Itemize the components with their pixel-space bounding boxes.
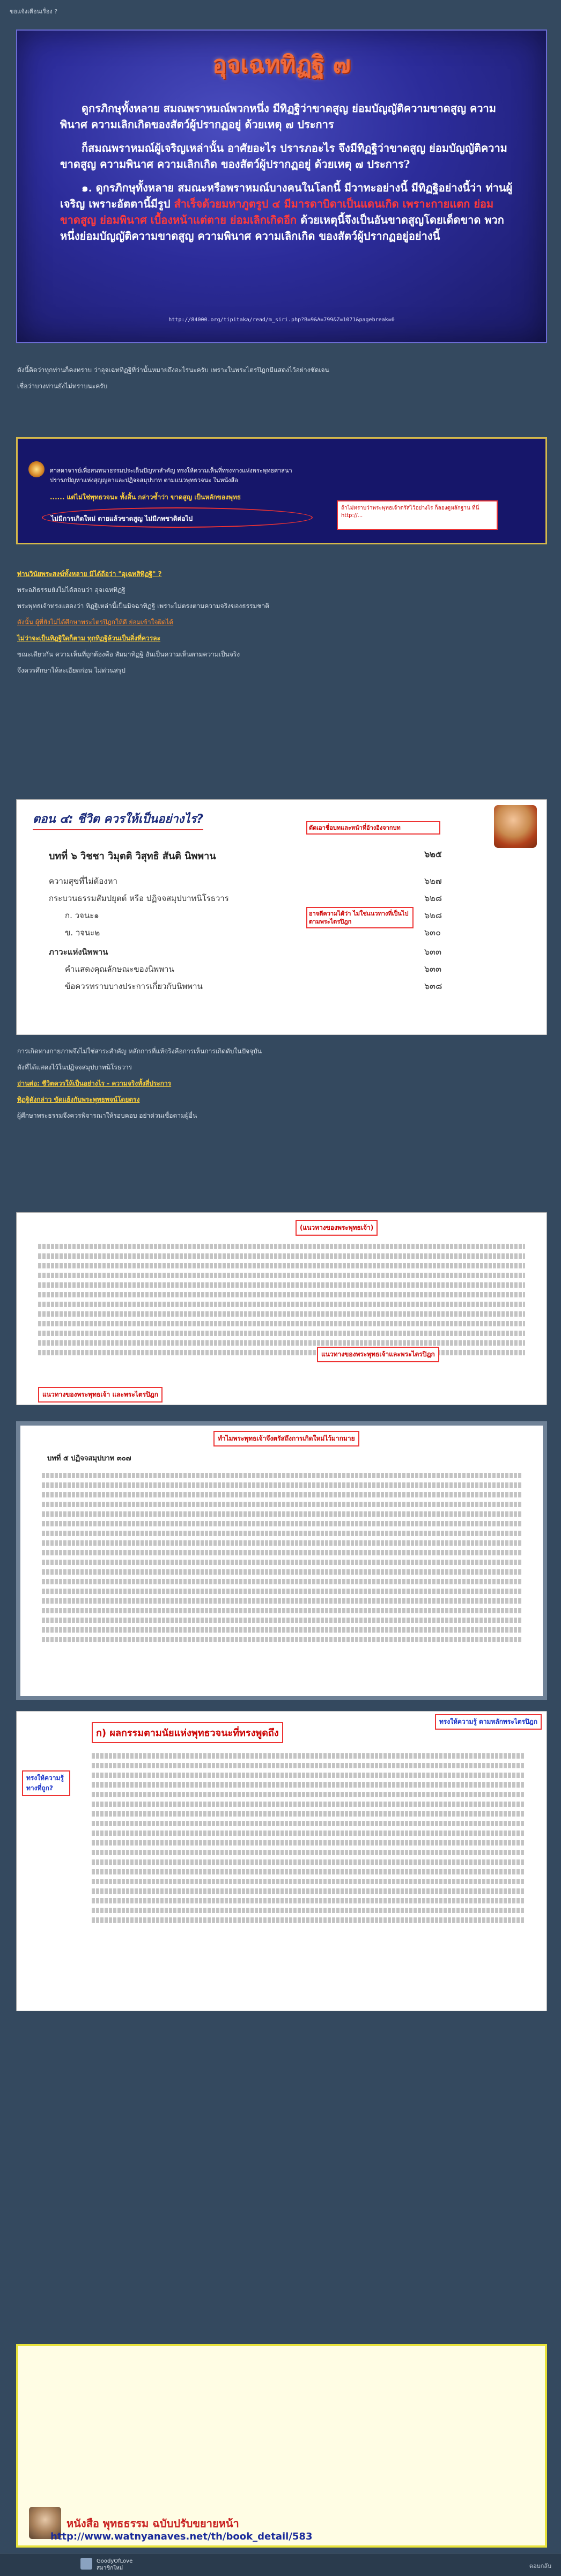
banner2-note: ถ้าไม่ทราบว่าพระพุทธเจ้าตรัสไว้อย่างไร ก็ลองดูหลักฐาน ที่นี่ http://... [337,500,498,530]
section2-b: พระอภิธรรมยังไม่ได้สอนว่า อุจเฉททิฏฐิ [17,586,126,594]
uccheda-banner [16,29,547,343]
doc-panel-1 [16,1212,547,1405]
book-header: ตอน ๔: ชีวิต ควรให้เป็นอย่างไร? [33,809,203,830]
section3-c[interactable]: อ่านต่อ: ชีวิตควรให้เป็นอย่างไร - ความจริงทั้งสี่ประการ [17,1080,172,1087]
monk-photo [494,805,537,848]
book-row-2: กระบวนธรรมสัมปยุตต์ หรือ ปฏิจจสมุปบาทนิโรธวาร [49,894,229,903]
book-row-4: ข. วจนะ๒ [65,928,100,938]
user-avatar-icon[interactable] [80,2558,92,2570]
reply-link[interactable]: ตอบกลับ [529,2563,551,2570]
book-annotation-2: อาจตีความได้ว่า ไม่ใช่แนวทางที่เป็นไปตามพระไตรปิฎก [306,907,414,928]
banner-p3-a: ๑. ดูกรภิกษุทั้งหลาย สมณะหรือพราหมณ์บางคนในโลกนี้ มีวาทะอย่างนี้ มีทิฏฐิอย่างนี้ว่า [82,181,482,194]
book-row-3: ก. วจนะ๑ [65,911,99,920]
user-info [97,2558,132,2572]
intro-text-1: ดังนี้คิดว่าทุกท่านก็คงทราบ ว่าอุจเฉททิฏฐิที่ว่านั้นหมายถึงอะไรนะครับ เพราะในพระไตรปิฎกมีแสดงไว้อย่างชัดเจน [17,366,329,374]
book-title: หนังสือ พุทธธรรม ฉบับปรับขยายหน้า [67,2517,239,2530]
doc3-quote: ก) ผลกรรมตามนัยแห่งพุทธวจนะที่ทรงพูดถึง [92,1722,283,1743]
section2-f: ขณะเดียวกัน ความเห็นที่ถูกต้องคือ สัมมาทิฏฐิ อันเป็นความเห็นตามความเป็นจริง [17,651,240,658]
flower-icon [28,461,45,477]
book-claim-banner [16,437,547,544]
book-link[interactable]: http://www.watnyanaves.net/th/book_detail/583 [50,2531,313,2542]
banner-paragraph-1: ดูกรภิกษุทั้งหลาย สมณพราหมณ์พวกหนึ่ง มีทิฏฐิว่าขาดสูญ ย่อมบัญญัติความขาดสูญ ความพินาศ ความเลิกเกิดของสัตว์ผู้ปรากฏอยู่ ด้วยเหตุ ๗ ประการ [60,102,496,131]
doc1-label-1: (แนวทางของพระพุทธเจ้า) [296,1220,378,1236]
book-row-3-page: ๖๒๘ [424,910,442,920]
post-footer [0,2553,561,2576]
chapter-page: ๖๒๕ [424,849,442,859]
intro-text [17,365,543,397]
book-row-6: คำแสดงคุณลักษณะของนิพพาน [65,964,174,974]
banner-paragraph-3 [60,180,514,244]
tipitaka-link[interactable]: http://84000.org/tipitaka/read/m_siri.php?B=9&A=799&Z=1071&pagebreak=0 [168,317,395,323]
section2-c: พระพุทธเจ้าทรงแสดงว่า ทิฏฐิเหล่านี้เป็นมิจฉาทิฏฐิ เพราะไม่ตรงตามความจริงของธรรมชาติ [17,602,270,610]
book-row-7: ข้อควรทราบบางประการเกี่ยวกับนิพพาน [65,981,203,991]
section2 [17,569,543,681]
book-row-7-page: ๖๓๘ [424,981,442,991]
book-row-4-page: ๖๓๐ [424,927,441,938]
book-chapter: บทที่ ๖ วิชชา วิมุตติ วิสุทธิ สันติ นิพพาน [49,851,216,862]
doc1-label-3: แนวทางของพระพุทธเจ้า และพระไตรปิฎก [38,1387,163,1403]
section2-d[interactable]: ดังนั้น ผู้ที่ยังไม่ได้ศึกษาพระไตรปิฎกให้ดี ย่อมเข้าใจผิดได้ [17,618,174,626]
book-row-2-page: ๖๒๘ [424,893,442,903]
banner-title: อุจเฉททิฏฐิ ๗ [212,51,351,78]
banner-body [60,100,514,252]
book-promo-panel [16,2344,547,2548]
book-row-5: ภาวะแห่งนิพพาน [49,947,108,957]
banner-paragraph-2: ก็สมณพราหมณ์ผู้เจริญเหล่านั้น อาศัยอะไร ปรารภอะไร จึงมีทิฏฐิว่าขาดสูญ ย่อมบัญญัติความขาดสูญ ความพินาศ ความเลิกเกิด ของสัตว์ผู้ปรากฏอยู่ ด้วยเหตุ ๗ ประการ? [60,142,507,171]
banner-p3-b: ท่านผู้เจริญ เพราะอัตตานี้มีรูป [60,181,513,210]
book-annotation-1: ตัดเอาชื่อบทและหน้าที่อ้างอิงจากบท [306,821,440,835]
section2-e[interactable]: ไม่ว่าจะเป็นทิฏฐิใดก็ตาม ทุกทิฏฐิล้วนเป็นสิ่งที่ควรละ [17,634,161,642]
section2-a[interactable]: ท่านวินัยพระสงฆ์ทั้งหลาย มิได้ถือว่า "อุเฉทสิทิฏฐิ" ? [17,570,162,578]
book-row-1-page: ๖๒๗ [424,876,442,886]
doc-panel-3 [16,1711,547,2011]
section3-b: ดังที่ได้แสดงไว้ในปฏิจจสมุปบาทนิโรธวาร [17,1064,132,1071]
banner2-line-4: ไม่มีการเกิดใหม่ ตายแล้วขาดสูญ ไม่มีภพชาติต่อไป [51,515,193,522]
section2-g: จึงควรศึกษาให้ละเอียดก่อน ไม่ด่วนสรุป [17,667,126,674]
banner-p3-c: สำเร็จด้วยมหาภูตรูป ๔ มีมารดาบิดาเป็นแดนเกิด เพราะกายแตก ย่อมขาดสูญ ย่อมพินาศ เบื้องหน้าแต่ตาย ย่อมเลิกเกิดอีก [60,197,494,226]
section3 [17,1046,543,1126]
book-row-5-page: ๖๓๓ [424,947,442,957]
section3-d[interactable]: ทิฏฐิดังกล่าว ขัดแย้งกับพระพุทธพจน์โดยตรง [17,1096,140,1103]
doc2-title: บทที่ ๕ ปฏิจจสมุปบาท ๓๐๗ [47,1455,131,1463]
top-notice: ขอแจ้งเตือนเรื่อง ? [10,8,58,15]
section3-e: ผู้ศึกษาพระธรรมจึงควรพิจารณาให้รอบคอบ อย่าด่วนเชื่อตามผู้อื่น [17,1112,197,1119]
doc3-side-note: ทรงให้ความรู้ ทางที่ถูก? [22,1770,70,1796]
user-rank: สมาชิกใหม่ [97,2565,123,2571]
banner2-line-3: ...... แต่ไม่ใช่พุทธวจนะ ทั้งสิ้น กล่าวซ้ำว่า ขาดสูญ เป็นหลักของพุทธ [50,493,241,501]
doc3-title-2: ทรงให้ความรู้ ตามหลักพระไตรปิฎก [435,1714,542,1730]
doc2-label: ทำไมพระพุทธเจ้าจึงตรัสถึงการเกิดใหม่ไว้มากมาย [213,1431,359,1446]
banner2-line-2: ปรารภปัญหาแห่งสุญญตาและปฏิจจสมุปบาท ตามแนวพุทธวจนะ ในหนังสือ [50,477,238,484]
doc1-label-2: แนวทางของพระพุทธเจ้าและพระไตรปิฎก [317,1347,439,1362]
banner2-line-1: ศาสดาจารย์เพื่อสนทนาธรรมประเด็นปัญหาสำคัญ ทรงให้ความเห็นที่ทรงทางแห่งพระพุทธศาสนา [50,467,292,474]
doc-panel-2 [16,1421,547,1700]
banner-p3-d: ด้วยเหตุนี้จึงเป็นอันขาดสูญโดยเด็ดขาด พวกหนึ่งย่อมบัญญัติความขาดสูญ ความพินาศ ความเลิกเกิด ของสัตว์ผู้ปรากฏอยู่อย่างนี้ [60,213,504,242]
username[interactable]: GoodyOfLove [97,2558,133,2564]
book-row-1: ความสุขที่ไม่ต้องหา [49,876,117,886]
section3-a: การเกิดทางกายภาพจึงไม่ใช่สาระสำคัญ หลักการที่แท้จริงคือการเห็นการเกิดดับในปัจจุบัน [17,1047,262,1055]
intro-text-2: เชื่อว่าบางท่านยังไม่ทราบนะครับ [17,382,108,390]
book-contents-panel [16,799,547,1035]
book-row-6-page: ๖๓๓ [424,964,442,974]
